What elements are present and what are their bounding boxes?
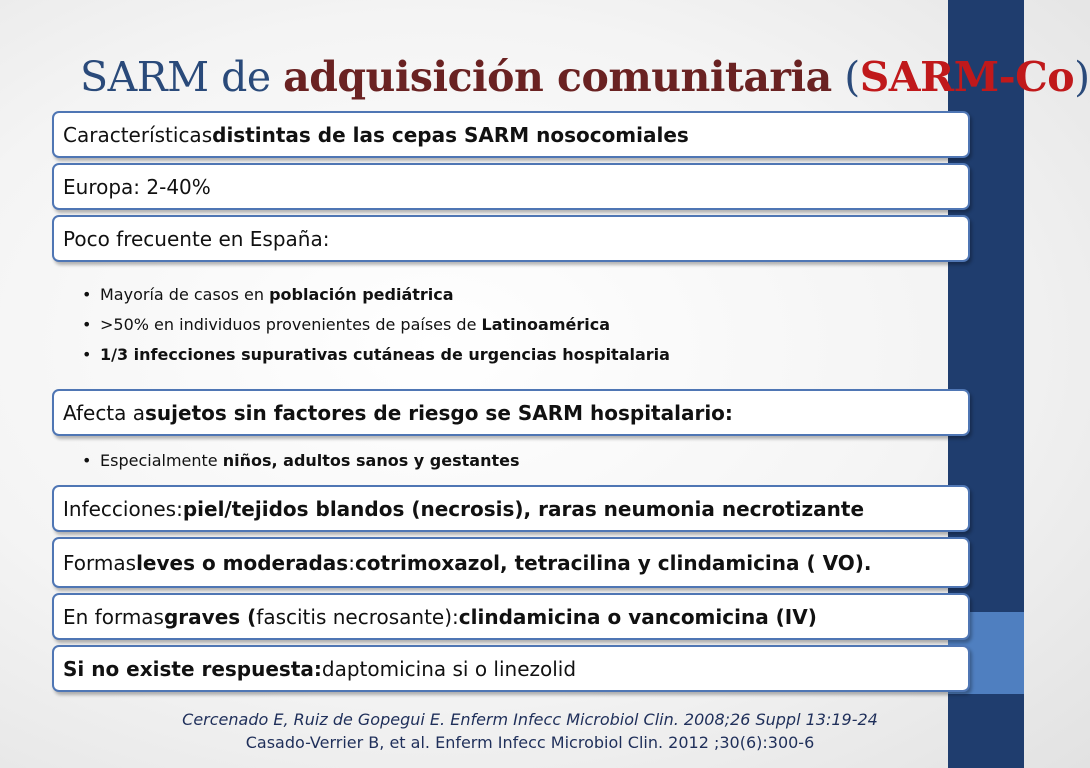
row-no-response: Si no existe respuesta: daptomicina si o linezolid	[52, 645, 970, 692]
spain-bullet-list	[82, 280, 670, 370]
row-severe-forms: En formas graves ( fascitis necrosante): clindamicina o vancomicina (IV)	[52, 593, 970, 640]
row-mild-forms: Formas leves o moderadas : cotrimoxazol, tetracilina y clindamicina ( VO).	[52, 537, 970, 588]
row-europe: Europa: 2-40%	[52, 163, 970, 210]
row-infections: Infecciones: piel/tejidos blandos (necrosis), raras neumonia necrotizante	[52, 485, 970, 532]
row-characteristics: Características distintas de las cepas SARM nosocomiales	[52, 111, 970, 158]
affect-bullet-list	[82, 446, 520, 476]
row-affects: Afecta a sujetos sin factores de riesgo se SARM hospitalario:	[52, 389, 970, 436]
list-item: • >50% en individuos provenientes de países de Latinoamérica	[82, 310, 670, 340]
list-item: • Mayoría de casos en población pediátrica	[82, 280, 670, 310]
reference-2: Casado-Verrier B, et al. Enferm Infecc Microbiol Clin. 2012 ;30(6):300-6	[245, 733, 815, 752]
slide-title: SARM de adquisición comunitaria (SARM-Co)	[80, 53, 1090, 101]
row-spain: Poco frecuente en España:	[52, 215, 970, 262]
reference-1: Cercenado E, Ruiz de Gopegui E. Enferm Infecc Microbiol Clin. 2008;26 Suppl 13:19-24	[182, 710, 878, 729]
list-item: • Especialmente niños, adultos sanos y gestantes	[82, 446, 520, 476]
list-item: • 1/3 infecciones supurativas cutáneas de urgencias hospitalaria	[82, 340, 670, 370]
